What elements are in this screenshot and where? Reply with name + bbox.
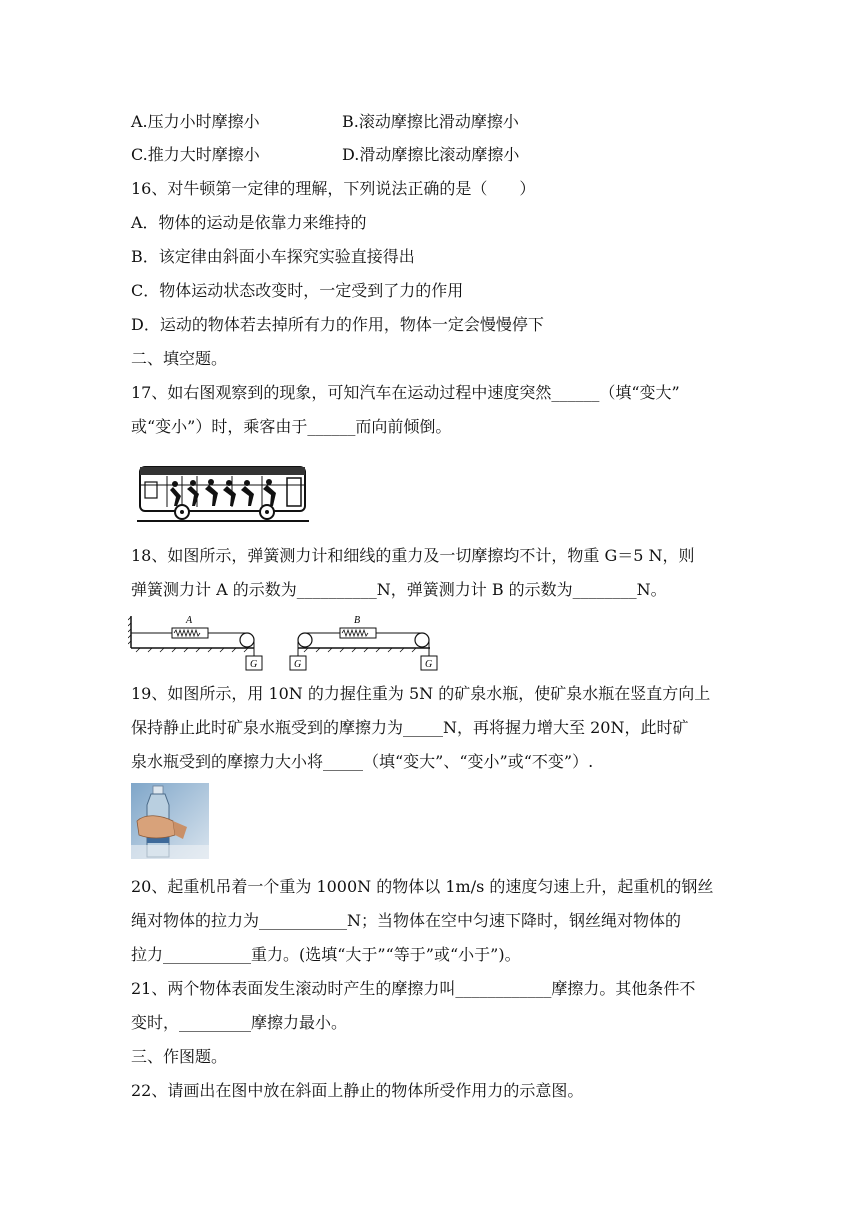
spring-scale-b-label: B: [354, 615, 361, 626]
q21-line1: 21、两个物体表面发生滚动时产生的摩擦力叫____________摩擦力。其他条件不: [131, 979, 696, 998]
q16-stem: 16、对牛顿第一定律的理解，下列说法正确的是（ ）: [131, 179, 536, 198]
q15-option-c: C.推力大时摩擦小: [131, 145, 260, 164]
q20-line2: 绳对物体的拉力为___________N；当物体在空中匀速下降时，钢丝绳对物体的: [131, 911, 682, 930]
section-drawing-heading: 三、作图题。: [131, 1047, 228, 1066]
section-fill-in-heading: 二、填空题。: [131, 349, 228, 368]
q15-option-b: B.滚动摩擦比滑动摩擦小: [342, 112, 519, 131]
q16-option-d: D．运动的物体若去掉所有力的作用，物体一定会慢慢停下: [131, 315, 544, 334]
spring-scale-figure: [128, 608, 440, 674]
q16-option-a: A．物体的运动是依靠力来维持的: [131, 213, 367, 232]
q17-line1: 17、如右图观察到的现象，可知汽车在运动过程中速度突然______（填“变大”: [131, 383, 680, 402]
q20-line3: 拉力___________重力。(选填“大于”“等于”或“小于”)。: [131, 945, 521, 964]
weight-g-label-2: G: [294, 659, 302, 670]
q15-option-d: D.滑动摩擦比滚动摩擦小: [342, 145, 520, 164]
q19-line3: 泉水瓶受到的摩擦力大小将_____（填“变大”、“变小”或“不变”）.: [131, 752, 594, 771]
q17-line2: 或“变小”）时，乘客由于______而向前倾倒。: [131, 417, 452, 436]
q21-line2: 变时，_________摩擦力最小。: [131, 1013, 348, 1032]
q18-line2: 弹簧测力计 A 的示数为__________N，弹簧测力计 B 的示数为________N。: [131, 580, 667, 599]
bus-passengers-figure: [137, 462, 309, 524]
q15-option-a: A.压力小时摩擦小: [131, 112, 260, 131]
q19-line1: 19、如图所示，用 10N 的力握住重为 5N 的矿泉水瓶，使矿泉水瓶在竖直方向上: [131, 684, 711, 703]
weight-g-label-1: G: [250, 659, 258, 670]
q20-line1: 20、起重机吊着一个重为 1000N 的物体以 1m/s 的速度匀速上升，起重机的钢丝: [131, 877, 714, 896]
hand-holding-bottle-image: [131, 783, 209, 859]
q18-line1: 18、如图所示，弹簧测力计和细线的重力及一切摩擦均不计，物重 G＝5 N，则: [131, 546, 695, 565]
q22-stem: 22、请画出在图中放在斜面上静止的物体所受作用力的示意图。: [131, 1081, 584, 1100]
weight-g-label-3: G: [425, 659, 433, 670]
q16-option-c: C．物体运动状态改变时，一定受到了力的作用: [131, 281, 464, 300]
spring-scale-a-label: A: [186, 615, 193, 626]
q16-option-b: B．该定律由斜面小车探究实验直接得出: [131, 247, 415, 266]
q19-line2: 保持静止此时矿泉水瓶受到的摩擦力为_____N，再将握力增大至 20N，此时矿: [131, 718, 689, 737]
